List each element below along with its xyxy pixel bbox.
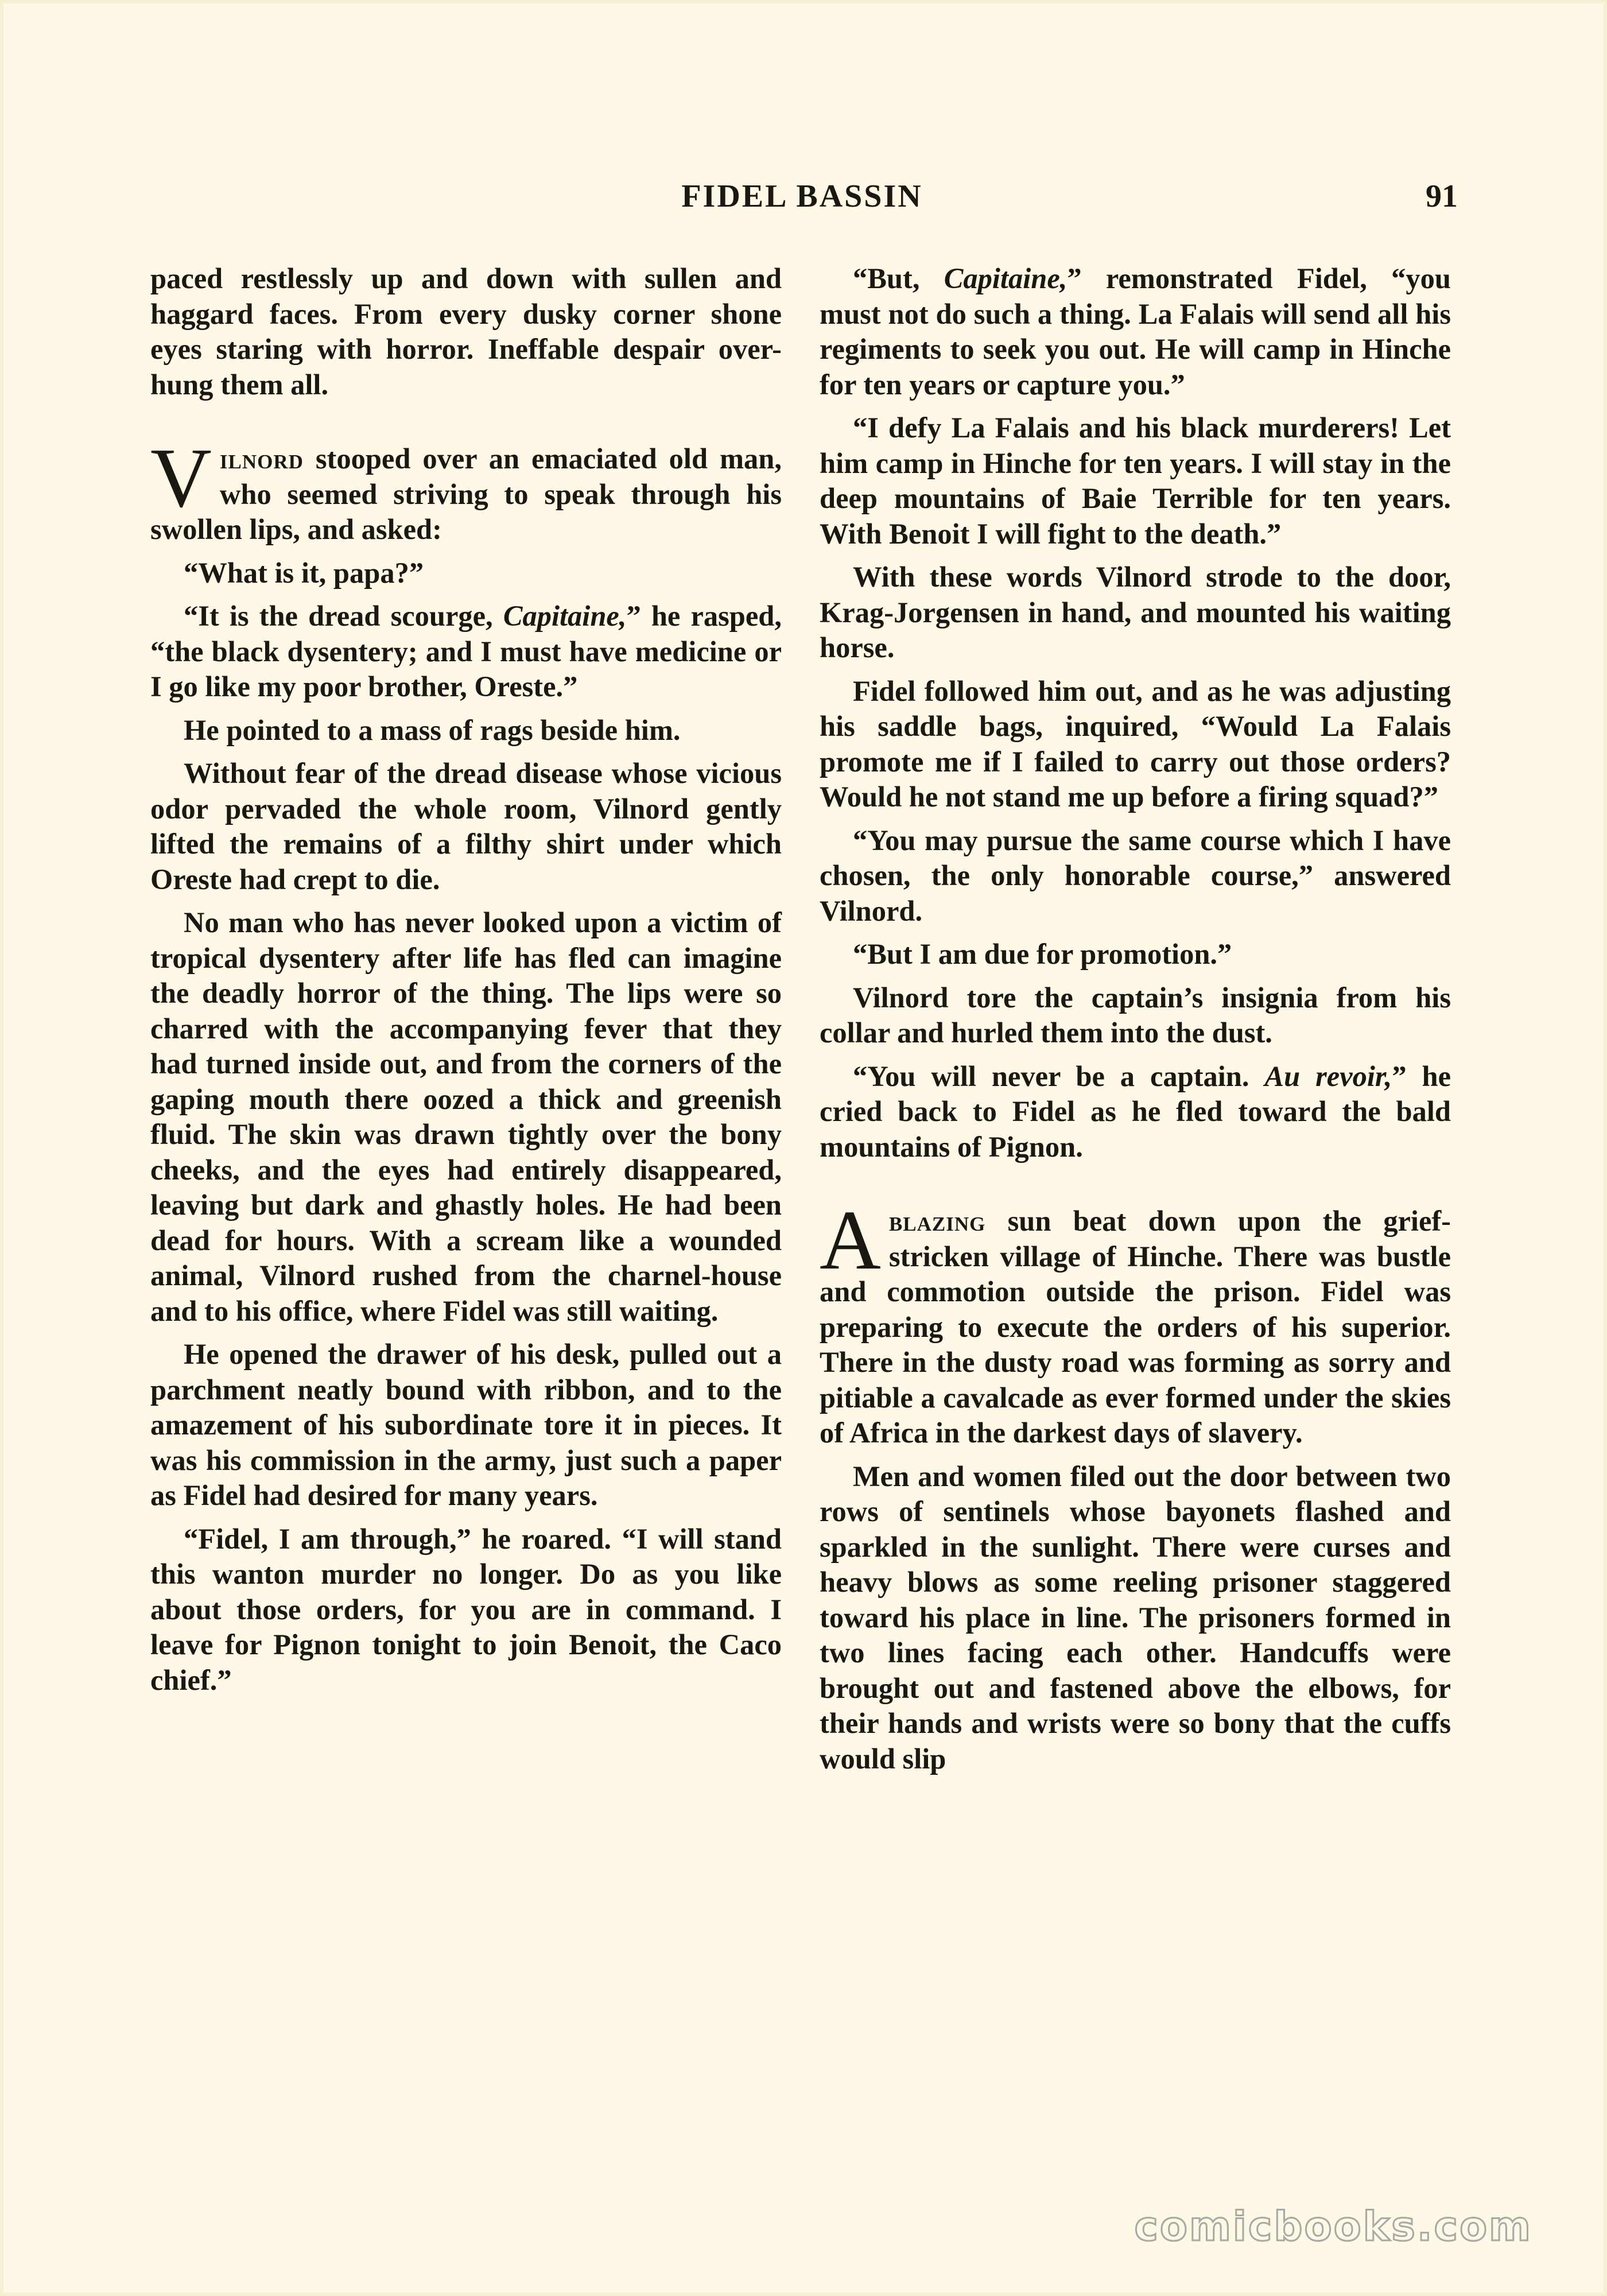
paragraph [820,261,1451,402]
page-number: 91 [1426,179,1458,214]
paragraph-text: “It is the dread scourge, [184,600,503,632]
paragraph: “Fidel, I am through,” he roared. “I will stand this wanton murder no longer. Do as you like about those orders, for you are in command. I leave for Pignon tonight to join Benoit, the Caco chief.” [150,1522,782,1696]
right-column [820,261,1451,1785]
left-column [150,261,782,1706]
running-title: FIDEL BASSIN [681,179,923,214]
paragraph-text: stooped over an emaciated old man, who seemed striving to speak through his swollen lips, and asked: [150,443,782,545]
drop-cap: V [150,431,212,525]
paragraph [820,1059,1451,1165]
italic-text: Capitaine, [944,262,1068,294]
paragraph-text: ” he cried back to Fidel as he fled toward the bald mountains of Pignon. [820,1060,1451,1163]
paragraph: Fidel followed him out, and as he was adjusting his saddle bags, inquired, “Would La Falais promote me if I failed to carry out those orders? Would he not stand me up before a firing squad?” [820,674,1451,813]
paragraph [150,599,782,705]
drop-cap: A [820,1193,881,1287]
paragraph-text: “But, [853,262,944,294]
italic-text: Au revoir, [1264,1060,1392,1092]
paragraph: With these words Vilnord strode to the door, Krag-Jorgensen in hand, and mounted his waiting horse. [820,561,1451,664]
paragraph: “I defy La Falais and his black murderers! Let him camp in Hinche for ten years. I will stay in the deep mountains of Baie Terrible for ten years. With Benoit I will fight to the death.” [820,412,1451,550]
italic-text: Capitaine, [503,600,627,632]
paragraph-drop-cap [150,431,782,548]
paragraph: “But I am due for promotion.” [853,938,1232,970]
paragraph-drop-cap [820,1193,1451,1451]
paragraph: “You may pursue the same course which I have chosen, the only honorable course,” answered Vilnord. [820,824,1451,927]
paragraph: paced restlessly up and down with sullen and haggard faces. From every dusky corner shone eyes staring with horror. Ineffable despair over-hung them all. [150,262,782,401]
paragraph: He opened the drawer of his desk, pulled out a parchment neatly bound with ribbon, and to the amazement of his subordinate tore it in pieces. It was his commission in the army, just such a paper as Fidel had desired for many years. [150,1338,782,1511]
running-head [146,178,1458,218]
paragraph: Without fear of the dread disease whose vicious odor pervaded the whole room, Vilnord gently lifted the remains of a filthy shirt under which Oreste had crept to die. [150,757,782,895]
small-caps-lead: ilnord [219,443,304,475]
watermark: comicbooks.com [1134,2203,1532,2250]
paragraph: “What is it, papa?” [184,556,424,589]
paragraph: No man who has never looked upon a victim of tropical dysentery after life has fled can imagine the deadly horror of the thing. The lips were so charred with the accompanying fever that they had turned inside out, and from the corners of the gaping mouth there oozed a thick and greenish fluid. The skin was drawn tightly over the bony cheeks, and the eyes had entirely disappeared, leaving but dark and ghastly holes. He had been dead for hours. With a scream like a wounded animal, Vilnord rushed from the charnel-house and to his office, where Fidel was still waiting. [150,906,782,1327]
paragraph-text: “You will never be a captain. [853,1060,1265,1092]
paragraph-text: ” remonstrated Fidel, “you must not do such a thing. La Falais will send all his regiments to seek you out. He will camp in Hinche for ten years or capture you.” [820,262,1451,401]
small-caps-lead: blazing [888,1205,986,1237]
paragraph: He pointed to a mass of rags beside him. [184,713,681,746]
paragraph: Vilnord tore the captain’s insignia from his collar and hurled them into the dust. [820,981,1451,1049]
paragraph: Men and women filed out the door between two rows of sentinels whose bayonets flashed and sparkled in the sunlight. There were curses and heavy blows as some reeling prisoner staggered toward his place in line. The prisoners formed in two lines facing each other. Handcuffs were brought out and fastened above the elbows, for their hands and wrists were so bony that the cuffs would slip [820,1460,1451,1775]
paragraph-text: sun beat down upon the grief-stricken village of Hinche. There was bustle and commotion outside the prison. Fidel was preparing to execute the orders of his superior. There in the dusty road was forming as sorry and pitiable a cavalcade as ever formed under the skies of Africa in the darkest days of slavery. [820,1205,1451,1449]
paragraph-text: ” he rasped, “the black dysentery; and I must have medicine or I go like my poor brother, Oreste.” [150,600,782,703]
